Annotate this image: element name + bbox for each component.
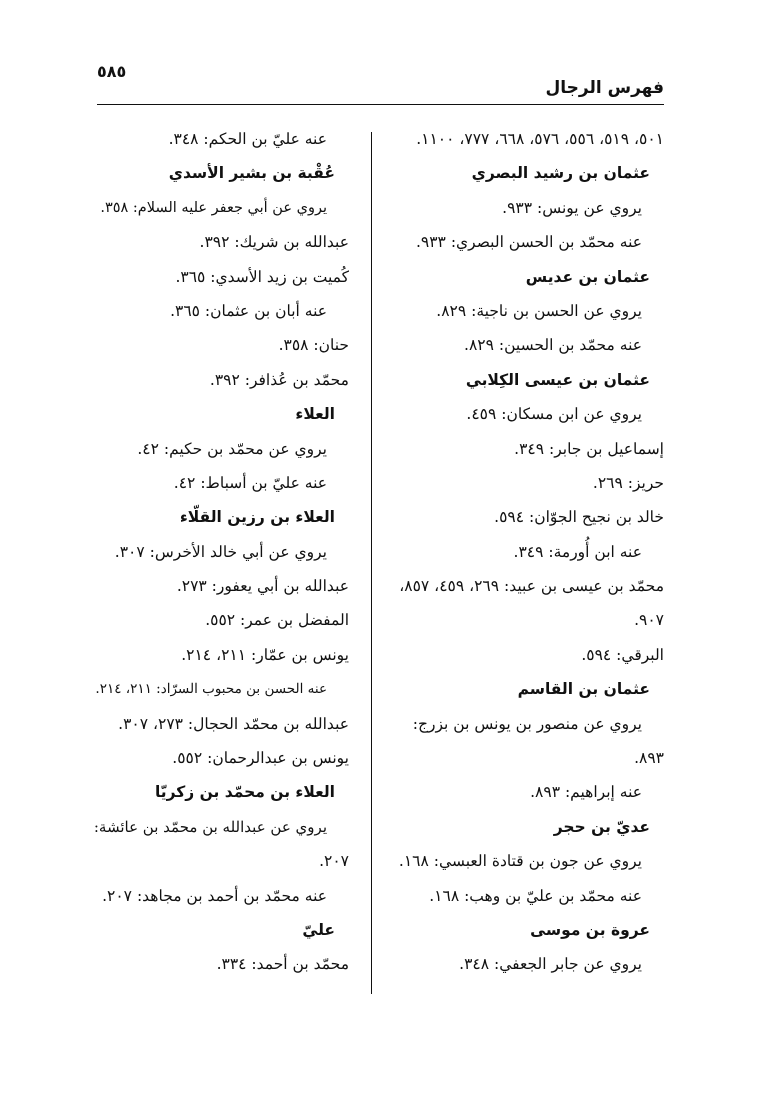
index-entry-line: يروي عن الحسن بن ناجية: ٨٢٩. <box>436 301 642 320</box>
narrator-heading: العلاء بن رزين القلّاء <box>179 508 335 527</box>
narrator-heading: العلاء بن محمّد بن زكريّا <box>154 783 335 802</box>
index-entry-line: يروي عن عبدالله بن محمّد بن عائشة: <box>93 817 327 836</box>
narrator-heading: عليّ <box>302 920 335 939</box>
index-entry-line: المفضل بن عمر: ٥٥٢. <box>205 611 349 630</box>
header-rule <box>97 104 664 105</box>
index-entry-line: يروي عن أبي خالد الأخرس: ٣٠٧. <box>114 542 327 561</box>
index-column-left <box>94 122 349 982</box>
narrator-heading: عروة بن موسى <box>530 920 650 939</box>
index-entry-line: يروي عن جون بن قتادة العبسي: ١٦٨. <box>398 852 642 871</box>
column-divider <box>371 132 372 994</box>
index-entry-line: حنان: ٣٥٨. <box>278 336 349 355</box>
index-entry-line: محمّد بن عُذافر: ٣٩٢. <box>209 370 349 389</box>
narrator-heading: عثمان بن رشيد البصري <box>471 164 650 183</box>
index-entry-line: عبدالله بن أبي يعفور: ٢٧٣. <box>176 577 349 596</box>
index-entry-line: البرقي: ٥٩٤. <box>581 645 664 664</box>
index-entry-line: عنه أبان بن عثمان: ٣٦٥. <box>170 301 327 320</box>
index-entry-line: يروي عن ابن مسكان: ٤٥٩. <box>466 405 642 424</box>
index-entry-line: يونس بن عمّار: ٢١١، ٢١٤. <box>181 645 349 664</box>
index-entry-line: يروي عن أبي جعفر عليه السلام: ٣٥٨. <box>100 199 327 216</box>
index-entry-line: عنه إبراهيم: ٨٩٣. <box>530 783 642 802</box>
index-entry-line: حريز: ٢٦٩. <box>592 473 664 492</box>
narrator-heading: عُقْبة بن بشير الأسدي <box>168 164 335 183</box>
index-entry-line: ٨٩٣. <box>634 749 664 768</box>
index-entry-line: عنه محمّد بن الحسين: ٨٢٩. <box>464 336 642 355</box>
index-entry-line: محمّد بن أحمد: ٣٣٤. <box>216 955 349 974</box>
index-entry-line: محمّد بن عيسى بن عبيد: ٢٦٩، ٤٥٩، ٨٥٧، <box>399 577 664 596</box>
index-entry-line: عبدالله بن شريك: ٣٩٢. <box>199 233 349 252</box>
index-entry-line: يونس بن عبدالرحمان: ٥٥٢. <box>172 749 349 768</box>
narrator-heading: عثمان بن عيسى الكِلابي <box>465 370 650 389</box>
index-entry-line: يروي عن جابر الجعفي: ٣٤٨. <box>459 955 642 974</box>
index-entry-line: يروي عن منصور بن يونس بن بزرج: <box>412 714 642 733</box>
narrator-heading: عثمان بن القاسم <box>517 680 650 699</box>
index-entry-line: عنه ابن أُورمة: ٣٤٩. <box>513 542 642 561</box>
index-entry-line: يروي عن محمّد بن حكيم: ٤٢. <box>137 439 327 458</box>
index-entry-line: عنه عليّ بن الحكم: ٣٤٨. <box>168 130 327 148</box>
index-entry-line: عبدالله بن محمّد الحجال: ٢٧٣، ٣٠٧. <box>118 714 349 733</box>
index-entry-line: ٢٠٧. <box>319 852 349 871</box>
index-entry-line: ٩٠٧. <box>634 611 664 630</box>
page-number: ٥٨٥ <box>97 62 127 81</box>
narrator-heading: العلاء <box>295 405 335 424</box>
index-column-right <box>379 122 664 982</box>
index-entry-line: ٥٠١، ٥١٩، ٥٥٦، ٥٧٦، ٦٦٨، ٧٧٧، ١١٠٠. <box>416 130 664 148</box>
index-entry-line: عنه محمّد بن الحسن البصري: ٩٣٣. <box>415 233 642 252</box>
index-entry-line: كُميت بن زيد الأسدي: ٣٦٥. <box>175 267 349 286</box>
index-entry-line: عنه عليّ بن أسباط: ٤٢. <box>173 473 327 492</box>
narrator-heading: عثمان بن عديس <box>525 267 650 286</box>
index-entry-line: عنه الحسن بن محبوب السرّاد: ٢١١، ٢١٤. <box>95 681 327 698</box>
index-entry-line: خالد بن نجيح الجوّان: ٥٩٤. <box>494 508 664 527</box>
index-entry-line: إسماعيل بن جابر: ٣٤٩. <box>514 439 664 458</box>
running-title: فهرس الرجال <box>545 78 664 98</box>
narrator-heading: عديّ بن حجر <box>553 817 650 836</box>
index-entry-line: عنه محمّد بن أحمد بن مجاهد: ٢٠٧. <box>102 886 327 905</box>
index-entry-line: يروي عن يونس: ٩٣٣. <box>502 198 642 217</box>
index-entry-line: عنه محمّد بن عليّ بن وهب: ١٦٨. <box>429 886 642 905</box>
